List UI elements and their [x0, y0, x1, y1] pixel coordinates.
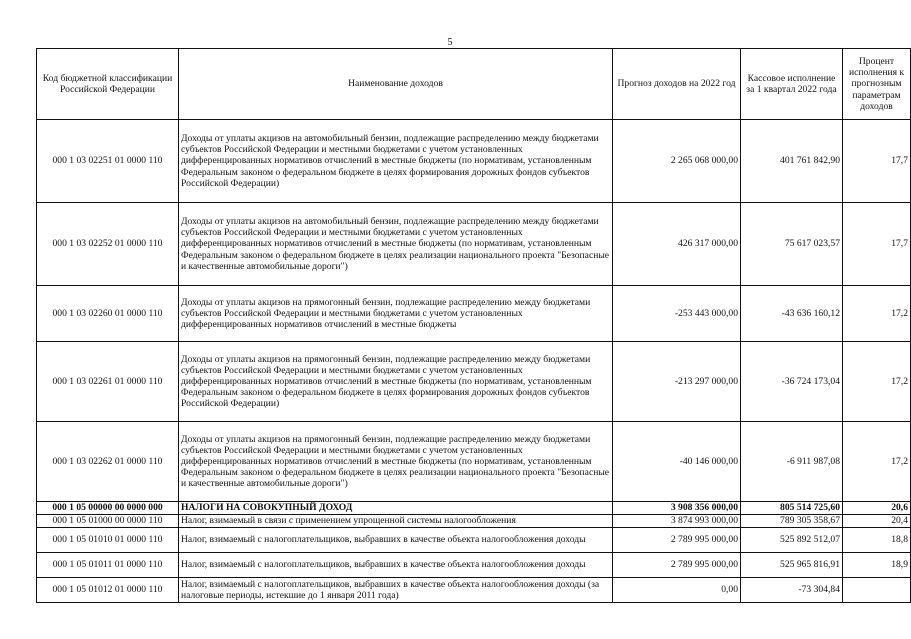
cell-name: Налог, взимаемый с налогоплательщиков, выбравших в качестве объекта налогообложения доходы (за налоговые периоды, истекшие до 1 января 2011 года) — [179, 578, 613, 603]
cell-percent: 17,2 — [843, 422, 911, 502]
header-percent: Процент исполнения к прогнозным параметрам доходов — [843, 49, 911, 120]
table-row-section-total — [37, 502, 911, 515]
cell-name: Налог, взимаемый с налогоплательщиков, выбравших в качестве объекта налогообложения доходы — [179, 553, 613, 578]
cell-name: Доходы от уплаты акцизов на автомобильный бензин, подлежащие распределению между бюджетами субъектов Российской Федерации и местными бюджетами с учетом установленных дифференцированных нормативов отчислений в местные бюджеты (по нормативам, установленным Федеральным законом о федеральном бюджете в целях формирования дорожных фондов субъектов Российской Федерации) — [179, 120, 613, 203]
cell-code: 000 1 03 02261 01 0000 110 — [37, 342, 179, 422]
table-row — [37, 578, 911, 603]
cell-forecast: -213 297 000,00 — [613, 342, 741, 422]
cell-name: Доходы от уплаты акцизов на автомобильный бензин, подлежащие распределению между бюджетами субъектов Российской Федерации и местными бюджетами с учетом установленных дифференцированных нормативов отчислений в местные бюджеты (по нормативам, установленным Федеральным законом о федеральном бюджете в целях реализации национального проекта "Безопасные и качественные автомобильные дороги") — [179, 203, 613, 286]
cell-percent: 17,2 — [843, 286, 911, 342]
table-row — [37, 515, 911, 528]
cell-code: 000 1 05 00000 00 0000 000 — [37, 502, 179, 515]
cell-name: Доходы от уплаты акцизов на прямогонный бензин, подлежащие распределению между бюджетами субъектов Российской Федерации и местными бюджетами с учетом установленных дифференцированных нормативов отчислений в местные бюджеты (по нормативам, установленным Федеральным законом о федеральном бюджете в целях реализации национального проекта "Безопасные и качественные автомобильные дороги") — [179, 422, 613, 502]
header-forecast: Прогноз доходов на 2022 год — [613, 49, 741, 120]
cell-name: НАЛОГИ НА СОВОКУПНЫЙ ДОХОД — [179, 502, 613, 515]
cell-cash: 401 761 842,90 — [741, 120, 843, 203]
cell-code: 000 1 03 02252 01 0000 110 — [37, 203, 179, 286]
cell-percent: 17,7 — [843, 120, 911, 203]
cell-name: Налог, взимаемый в связи с применением упрощенной системы налогообложения — [179, 515, 613, 528]
table-row — [37, 203, 911, 286]
cell-forecast: 2 265 068 000,00 — [613, 120, 741, 203]
cell-name: Доходы от уплаты акцизов на прямогонный бензин, подлежащие распределению между бюджетами субъектов Российской Федерации и местными бюджетами с учетом установленных дифференцированных нормативов отчислений в местные бюджеты — [179, 286, 613, 342]
cell-percent: 20,4 — [843, 515, 911, 528]
cell-name: Доходы от уплаты акцизов на прямогонный бензин, подлежащие распределению между бюджетами субъектов Российской Федерации и местными бюджетами с учетом установленных дифференцированных нормативов отчислений в местные бюджеты (по нормативам, установленным Федеральным законом о федеральном бюджете в целях формирования дорожных фондов субъектов Российской Федерации) — [179, 342, 613, 422]
cell-percent: 17,2 — [843, 342, 911, 422]
table-row — [37, 528, 911, 553]
cell-code: 000 1 05 01012 01 0000 110 — [37, 578, 179, 603]
cell-code: 000 1 03 02251 01 0000 110 — [37, 120, 179, 203]
cell-forecast: -253 443 000,00 — [613, 286, 741, 342]
cell-name: Налог, взимаемый с налогоплательщиков, выбравших в качестве объекта налогообложения доходы — [179, 528, 613, 553]
page-number: 5 — [447, 37, 453, 48]
cell-cash: -73 304,84 — [741, 578, 843, 603]
cell-percent: 20,6 — [843, 502, 911, 515]
table-row — [37, 120, 911, 203]
table-header-row — [37, 49, 911, 120]
cell-forecast: 426 317 000,00 — [613, 203, 741, 286]
cell-code: 000 1 03 02260 01 0000 110 — [37, 286, 179, 342]
cell-code: 000 1 05 01000 00 0000 110 — [37, 515, 179, 528]
cell-cash: -43 636 160,12 — [741, 286, 843, 342]
table-body — [37, 120, 911, 603]
header-code: Код бюджетной классификации Российской Федерации — [37, 49, 179, 120]
table-row — [37, 553, 911, 578]
cell-cash: 525 892 512,07 — [741, 528, 843, 553]
cell-cash: -6 911 987,08 — [741, 422, 843, 502]
cell-percent: 18,8 — [843, 528, 911, 553]
cell-cash: 75 617 023,57 — [741, 203, 843, 286]
cell-code: 000 1 05 01011 01 0000 110 — [37, 553, 179, 578]
cell-forecast: 3 874 993 000,00 — [613, 515, 741, 528]
cell-percent: 18,9 — [843, 553, 911, 578]
cell-forecast: 3 908 356 000,00 — [613, 502, 741, 515]
cell-code: 000 1 03 02262 01 0000 110 — [37, 422, 179, 502]
table-row — [37, 422, 911, 502]
header-name: Наименование доходов — [179, 49, 613, 120]
cell-cash: 525 965 816,91 — [741, 553, 843, 578]
cell-code: 000 1 05 01010 01 0000 110 — [37, 528, 179, 553]
cell-forecast: 2 789 995 000,00 — [613, 528, 741, 553]
cell-percent — [843, 578, 911, 603]
cell-forecast: 2 789 995 000,00 — [613, 553, 741, 578]
table-row — [37, 342, 911, 422]
table-row — [37, 286, 911, 342]
cell-cash: 805 514 725,60 — [741, 502, 843, 515]
cell-forecast: -40 146 000,00 — [613, 422, 741, 502]
cell-forecast: 0,00 — [613, 578, 741, 603]
revenue-table — [36, 48, 911, 603]
cell-cash: -36 724 173,04 — [741, 342, 843, 422]
cell-percent: 17,7 — [843, 203, 911, 286]
cell-cash: 789 305 358,67 — [741, 515, 843, 528]
header-cash-execution: Кассовое исполнение за 1 квартал 2022 года — [741, 49, 843, 120]
